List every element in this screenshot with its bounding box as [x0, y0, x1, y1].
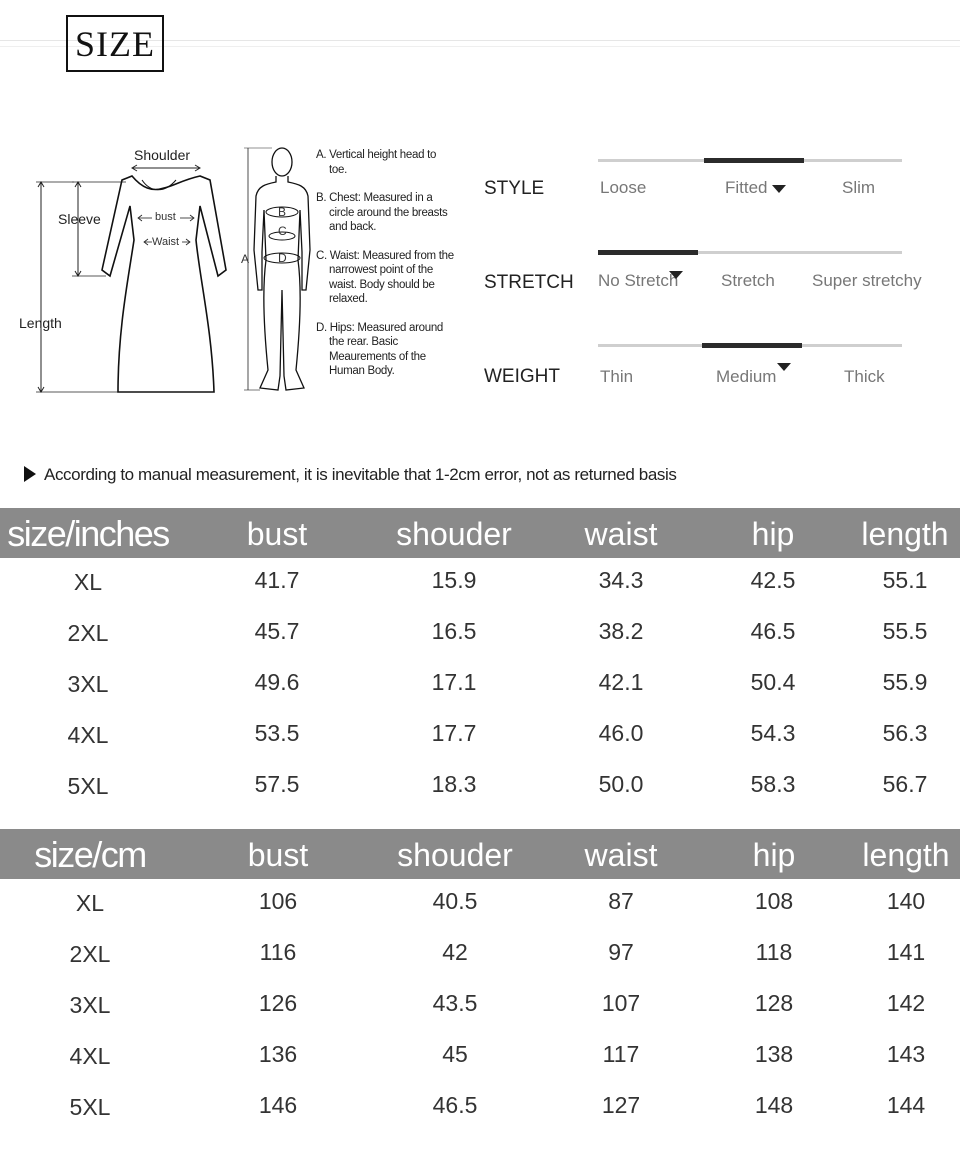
cell-size: 4XL: [67, 722, 109, 748]
note-waist: C. Waist: Measured from the narrowest point of the waist. Body should be relaxed.: [316, 249, 454, 305]
measurement-remark: [24, 465, 676, 485]
header-length: length: [861, 516, 949, 552]
table-row: [0, 981, 960, 1032]
scale-name: WEIGHT: [484, 366, 560, 387]
cell-hip: 50.4: [750, 669, 796, 695]
cell-length: 142: [886, 990, 926, 1016]
table-row: [0, 1032, 960, 1083]
scale-active-segment: [702, 343, 802, 348]
cell-hip: 118: [755, 939, 793, 965]
size-table-inches: [0, 508, 960, 813]
scale-option-selected: No Stretch: [598, 271, 679, 290]
table-header: [0, 508, 960, 558]
cell-hip: 148: [754, 1092, 794, 1118]
cell-shoulder: 17.1: [431, 669, 477, 695]
cell-bust: 136: [258, 1041, 298, 1067]
cell-size: XL: [75, 890, 105, 916]
table-row: [0, 1083, 960, 1134]
scale-option: Loose: [600, 178, 647, 197]
scale-active-segment: [704, 158, 804, 163]
bust-label: bust: [155, 211, 176, 223]
cell-size: 2XL: [69, 941, 111, 967]
cell-bust: 49.6: [254, 669, 300, 695]
cell-hip: 128: [754, 990, 794, 1016]
header-size: size/cm: [34, 834, 146, 875]
cell-shoulder: 42: [442, 939, 468, 965]
cell-length: 144: [886, 1092, 926, 1118]
table-row: [0, 879, 960, 930]
cell-shoulder: 40.5: [432, 888, 478, 914]
scale-option: Thin: [600, 367, 634, 386]
cell-shoulder: 17.7: [431, 720, 477, 746]
cell-bust: 57.5: [254, 771, 300, 797]
cell-size: 3XL: [69, 992, 111, 1018]
header-hip: hip: [751, 516, 795, 552]
cell-length: 55.5: [882, 618, 928, 644]
note-chest: B. Chest: Measured in a circle around the breasts and back.: [316, 192, 448, 233]
cell-hip: 58.3: [750, 771, 796, 797]
note-hips: D. Hips: Measured around the rear. Basic Meaurements of the Human Body.: [316, 321, 444, 377]
scale-option: Thick: [844, 367, 885, 386]
cell-waist: 87: [608, 888, 634, 914]
body-label-b: B: [278, 205, 287, 219]
cell-hip: 138: [754, 1041, 794, 1067]
note-height: A. Vertical height head to toe.: [316, 149, 437, 176]
selected-marker-icon: [772, 185, 786, 193]
cell-shoulder: 45: [442, 1041, 468, 1067]
table-row: [0, 930, 960, 981]
cell-length: 56.7: [882, 771, 928, 797]
table-row: [0, 762, 960, 813]
scale-option: Slim: [842, 178, 876, 197]
header-waist: waist: [584, 516, 658, 552]
cell-hip: 108: [754, 888, 794, 914]
size-table-cm: [0, 829, 960, 1134]
cell-waist: 34.3: [598, 567, 644, 593]
cell-waist: 46.0: [598, 720, 644, 746]
cell-bust: 116: [259, 939, 297, 965]
cell-length: 143: [886, 1041, 926, 1067]
cell-waist: 107: [601, 990, 641, 1016]
cell-size: 5XL: [67, 773, 109, 799]
header-shoulder: shouder: [397, 837, 513, 873]
cell-waist: 42.1: [598, 669, 644, 695]
cell-bust: 41.7: [254, 567, 300, 593]
scale-option: Stretch: [721, 271, 775, 290]
scale-option: Super stretchy: [812, 271, 922, 290]
cell-shoulder: 46.5: [432, 1092, 478, 1118]
cell-length: 55.1: [882, 567, 928, 593]
scale-name: STYLE: [484, 178, 545, 199]
scale-option-selected: Fitted: [725, 178, 786, 198]
body-label-c: C: [278, 224, 287, 238]
header-hip: hip: [752, 837, 796, 873]
scale-name: STRETCH: [484, 272, 574, 293]
cell-waist: 38.2: [598, 618, 644, 644]
table-header: [0, 829, 960, 879]
sleeve-label: Sleeve: [58, 211, 101, 227]
header-bust: bust: [247, 837, 309, 873]
cell-size: 2XL: [67, 620, 109, 646]
cell-bust: 106: [258, 888, 298, 914]
cell-waist: 50.0: [598, 771, 644, 797]
cell-waist: 97: [608, 939, 634, 965]
cell-bust: 146: [258, 1092, 298, 1118]
cell-size: 5XL: [69, 1094, 111, 1120]
waist-label: Waist: [152, 236, 180, 248]
cell-bust: 53.5: [254, 720, 300, 746]
selected-marker-icon: [777, 363, 791, 371]
table-row: [0, 660, 960, 711]
cell-shoulder: 15.9: [431, 567, 477, 593]
table-row: [0, 558, 960, 609]
cell-length: 141: [886, 939, 926, 965]
dress-diagram: [14, 140, 234, 400]
cell-length: 55.9: [882, 669, 928, 695]
header-shoulder: shouder: [396, 516, 512, 552]
scale-track: [598, 159, 902, 162]
cell-size: 3XL: [67, 671, 109, 697]
header-size: size/inches: [7, 513, 169, 554]
play-arrow-icon: [24, 466, 36, 482]
scale-active-segment: [598, 250, 698, 255]
remark-text: According to manual measurement, it is inevitable that 1-2cm error, not as returned basis: [44, 465, 677, 484]
cell-shoulder: 18.3: [431, 771, 477, 797]
table-row: [0, 609, 960, 660]
header-bust: bust: [246, 516, 308, 552]
table-row: [0, 711, 960, 762]
cell-bust: 126: [258, 990, 298, 1016]
cell-hip: 46.5: [750, 618, 796, 644]
scale-option-selected: Medium: [716, 367, 777, 386]
body-diagram: [236, 140, 316, 400]
header-length: length: [862, 837, 950, 873]
cell-waist: 117: [602, 1041, 640, 1067]
scale-track: [598, 251, 902, 254]
selected-marker-icon: [669, 271, 683, 279]
cell-size: 4XL: [69, 1043, 111, 1069]
cell-hip: 42.5: [750, 567, 796, 593]
scale-track: [598, 344, 902, 347]
cell-size: XL: [73, 569, 103, 595]
measurement-notes: [316, 148, 456, 393]
cell-bust: 45.7: [254, 618, 300, 644]
cell-length: 56.3: [882, 720, 928, 746]
cell-shoulder: 43.5: [432, 990, 478, 1016]
cell-length: 140: [886, 888, 926, 914]
length-label: Length: [19, 315, 62, 331]
header-waist: waist: [584, 837, 658, 873]
cell-waist: 127: [601, 1092, 641, 1118]
size-title: SIZE: [66, 15, 164, 72]
body-label-d: D: [278, 251, 287, 265]
body-label-a: A: [241, 252, 250, 266]
shoulder-label: Shoulder: [134, 147, 191, 163]
cell-shoulder: 16.5: [431, 618, 477, 644]
cell-hip: 54.3: [750, 720, 796, 746]
